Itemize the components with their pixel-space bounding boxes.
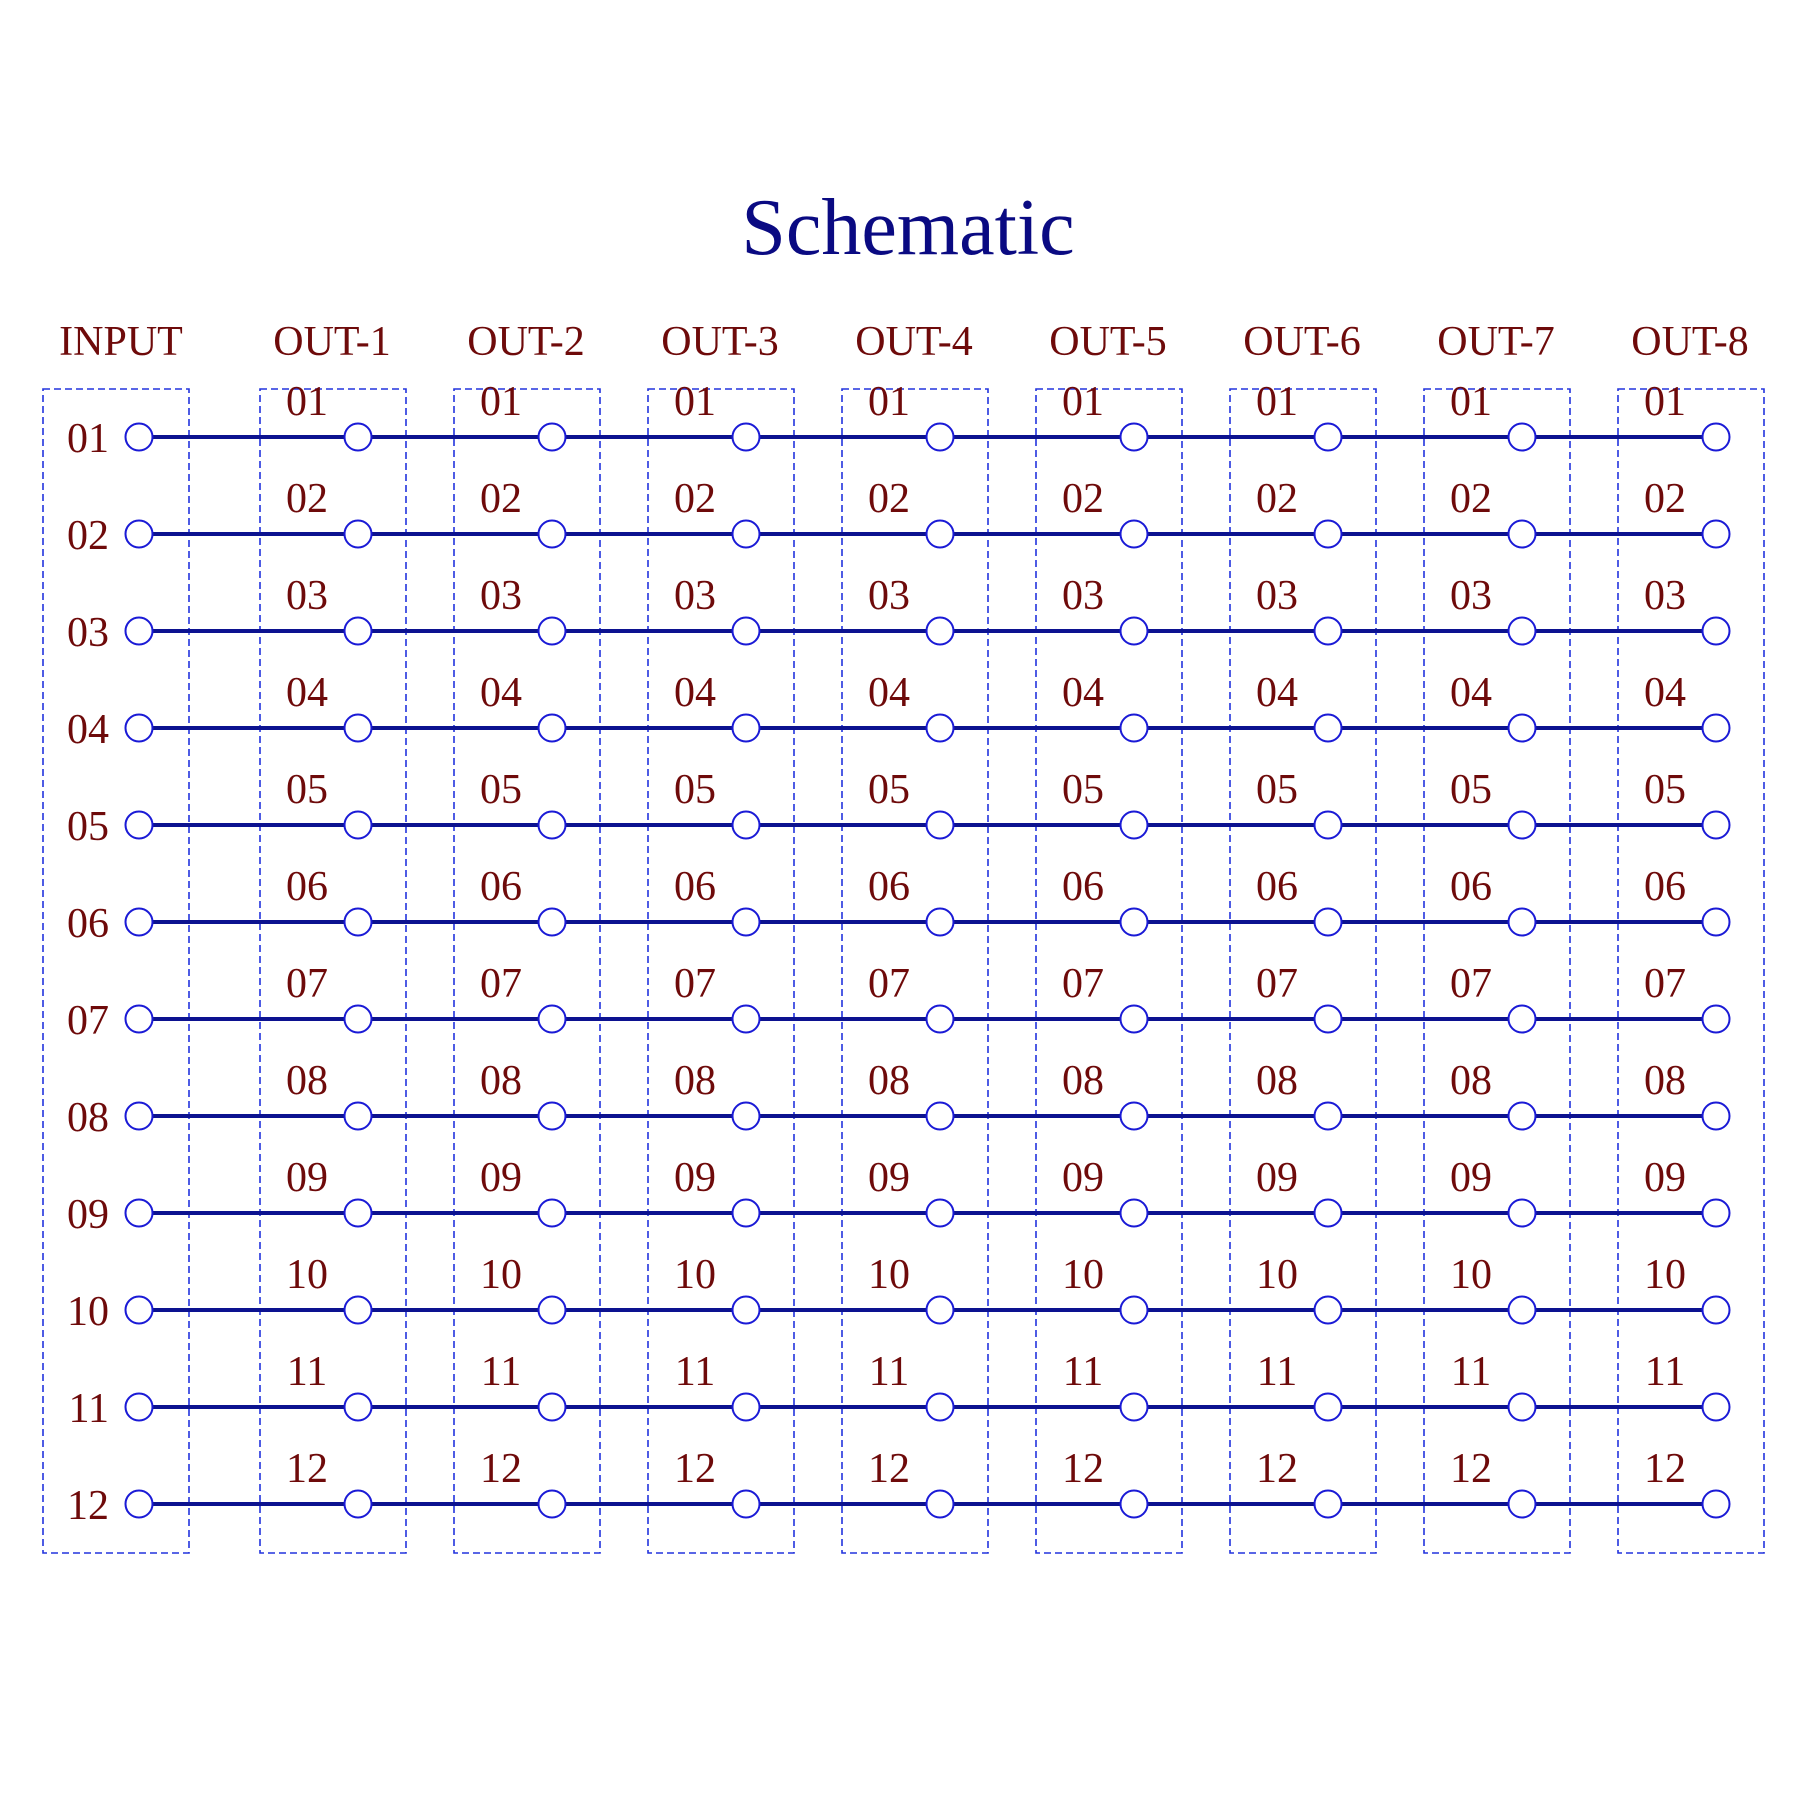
- out4-terminal-09: [927, 1200, 954, 1227]
- output-block-4: [842, 389, 988, 1553]
- out1-terminal-12: [345, 1491, 372, 1518]
- out1-terminal-06: [345, 909, 372, 936]
- input-terminal-11: [126, 1394, 153, 1421]
- output-header-7: OUT-7: [1437, 319, 1555, 365]
- out1-terminal-01: [345, 424, 372, 451]
- input-pin-label-09: 09: [67, 1192, 109, 1238]
- input-pin-label-03: 03: [67, 610, 109, 656]
- out5-pin-label-10: 10: [1062, 1252, 1104, 1298]
- input-pin-label-12: 12: [67, 1483, 109, 1529]
- out3-terminal-04: [733, 715, 760, 742]
- out6-pin-label-03: 03: [1256, 573, 1298, 619]
- out5-terminal-05: [1121, 812, 1148, 839]
- out7-terminal-02: [1509, 521, 1536, 548]
- out7-pin-label-09: 09: [1450, 1155, 1492, 1201]
- out8-pin-label-12: 12: [1644, 1446, 1686, 1492]
- out7-terminal-01: [1509, 424, 1536, 451]
- out8-terminal-04: [1703, 715, 1730, 742]
- out3-pin-label-06: 06: [674, 864, 716, 910]
- out2-terminal-11: [539, 1394, 566, 1421]
- out5-pin-label-06: 06: [1062, 864, 1104, 910]
- out1-terminal-11: [345, 1394, 372, 1421]
- out8-pin-label-01: 01: [1644, 379, 1686, 425]
- output-header-8: OUT-8: [1631, 319, 1749, 365]
- out1-pin-label-11: 11: [286, 1349, 328, 1395]
- out4-pin-label-05: 05: [868, 767, 910, 813]
- out6-pin-label-01: 01: [1256, 379, 1298, 425]
- out8-pin-label-03: 03: [1644, 573, 1686, 619]
- out3-pin-label-12: 12: [674, 1446, 716, 1492]
- out2-pin-label-05: 05: [480, 767, 522, 813]
- out5-terminal-02: [1121, 521, 1148, 548]
- out4-terminal-12: [927, 1491, 954, 1518]
- out3-terminal-01: [733, 424, 760, 451]
- out2-pin-label-11: 11: [480, 1349, 522, 1395]
- out6-terminal-12: [1315, 1491, 1342, 1518]
- out1-pin-label-07: 07: [286, 961, 328, 1007]
- out4-terminal-06: [927, 909, 954, 936]
- out2-terminal-08: [539, 1103, 566, 1130]
- out5-pin-label-09: 09: [1062, 1155, 1104, 1201]
- out3-terminal-12: [733, 1491, 760, 1518]
- out4-pin-label-04: 04: [868, 670, 910, 716]
- out6-terminal-10: [1315, 1297, 1342, 1324]
- out4-terminal-03: [927, 618, 954, 645]
- out2-pin-label-10: 10: [480, 1252, 522, 1298]
- out5-pin-label-03: 03: [1062, 573, 1104, 619]
- input-terminal-10: [126, 1297, 153, 1324]
- out6-terminal-01: [1315, 424, 1342, 451]
- out7-pin-label-04: 04: [1450, 670, 1492, 716]
- input-terminal-02: [126, 521, 153, 548]
- out8-terminal-10: [1703, 1297, 1730, 1324]
- out8-terminal-11: [1703, 1394, 1730, 1421]
- output-header-5: OUT-5: [1049, 319, 1167, 365]
- out5-terminal-09: [1121, 1200, 1148, 1227]
- out3-pin-label-10: 10: [674, 1252, 716, 1298]
- out5-pin-label-02: 02: [1062, 476, 1104, 522]
- out7-pin-label-05: 05: [1450, 767, 1492, 813]
- input-pin-label-11: 11: [68, 1386, 109, 1432]
- output-header-3: OUT-3: [661, 319, 779, 365]
- input-terminal-08: [126, 1103, 153, 1130]
- out2-pin-label-04: 04: [480, 670, 522, 716]
- out7-pin-label-01: 01: [1450, 379, 1492, 425]
- out1-pin-label-03: 03: [286, 573, 328, 619]
- out5-pin-label-07: 07: [1062, 961, 1104, 1007]
- input-block: [43, 389, 189, 1553]
- out2-terminal-09: [539, 1200, 566, 1227]
- out1-pin-label-05: 05: [286, 767, 328, 813]
- input-terminal-03: [126, 618, 153, 645]
- out3-pin-label-09: 09: [674, 1155, 716, 1201]
- out1-pin-label-04: 04: [286, 670, 328, 716]
- input-pin-label-04: 04: [67, 707, 109, 753]
- out4-pin-label-07: 07: [868, 961, 910, 1007]
- out5-pin-label-01: 01: [1062, 379, 1104, 425]
- out2-terminal-01: [539, 424, 566, 451]
- out1-terminal-04: [345, 715, 372, 742]
- out4-pin-label-12: 12: [868, 1446, 910, 1492]
- out8-terminal-03: [1703, 618, 1730, 645]
- output-block-2: [454, 389, 600, 1553]
- out3-pin-label-07: 07: [674, 961, 716, 1007]
- out4-pin-label-02: 02: [868, 476, 910, 522]
- output-block-7: [1424, 389, 1570, 1553]
- output-block-5: [1036, 389, 1182, 1553]
- out1-terminal-02: [345, 521, 372, 548]
- out2-terminal-10: [539, 1297, 566, 1324]
- out5-terminal-04: [1121, 715, 1148, 742]
- out3-terminal-05: [733, 812, 760, 839]
- out1-pin-label-12: 12: [286, 1446, 328, 1492]
- out1-pin-label-10: 10: [286, 1252, 328, 1298]
- out6-pin-label-04: 04: [1256, 670, 1298, 716]
- out1-pin-label-08: 08: [286, 1058, 328, 1104]
- out7-terminal-11: [1509, 1394, 1536, 1421]
- out1-pin-label-01: 01: [286, 379, 328, 425]
- out3-terminal-09: [733, 1200, 760, 1227]
- input-terminal-09: [126, 1200, 153, 1227]
- out2-pin-label-01: 01: [480, 379, 522, 425]
- out5-pin-label-05: 05: [1062, 767, 1104, 813]
- out3-pin-label-01: 01: [674, 379, 716, 425]
- out2-pin-label-03: 03: [480, 573, 522, 619]
- input-terminal-07: [126, 1006, 153, 1033]
- out6-terminal-03: [1315, 618, 1342, 645]
- out3-terminal-11: [733, 1394, 760, 1421]
- out5-pin-label-08: 08: [1062, 1058, 1104, 1104]
- out7-terminal-07: [1509, 1006, 1536, 1033]
- out7-pin-label-03: 03: [1450, 573, 1492, 619]
- out6-pin-label-09: 09: [1256, 1155, 1298, 1201]
- input-terminal-06: [126, 909, 153, 936]
- out6-pin-label-11: 11: [1256, 1349, 1298, 1395]
- out5-pin-label-12: 12: [1062, 1446, 1104, 1492]
- out4-pin-label-10: 10: [868, 1252, 910, 1298]
- output-block-8: [1618, 389, 1764, 1553]
- out4-terminal-01: [927, 424, 954, 451]
- out7-terminal-12: [1509, 1491, 1536, 1518]
- out7-pin-label-10: 10: [1450, 1252, 1492, 1298]
- out7-terminal-04: [1509, 715, 1536, 742]
- out6-pin-label-02: 02: [1256, 476, 1298, 522]
- out3-pin-label-05: 05: [674, 767, 716, 813]
- out1-pin-label-02: 02: [286, 476, 328, 522]
- out6-pin-label-07: 07: [1256, 961, 1298, 1007]
- input-pin-label-01: 01: [67, 416, 109, 462]
- out2-terminal-06: [539, 909, 566, 936]
- out7-pin-label-12: 12: [1450, 1446, 1492, 1492]
- out5-pin-label-04: 04: [1062, 670, 1104, 716]
- input-pin-label-05: 05: [67, 804, 109, 850]
- out4-pin-label-06: 06: [868, 864, 910, 910]
- out3-pin-label-03: 03: [674, 573, 716, 619]
- out6-pin-label-12: 12: [1256, 1446, 1298, 1492]
- output-header-6: OUT-6: [1243, 319, 1361, 365]
- output-block-3: [648, 389, 794, 1553]
- out2-pin-label-02: 02: [480, 476, 522, 522]
- out5-terminal-01: [1121, 424, 1148, 451]
- out3-pin-label-11: 11: [674, 1349, 716, 1395]
- out4-terminal-04: [927, 715, 954, 742]
- out4-terminal-08: [927, 1103, 954, 1130]
- out2-pin-label-12: 12: [480, 1446, 522, 1492]
- out8-terminal-05: [1703, 812, 1730, 839]
- out6-pin-label-06: 06: [1256, 864, 1298, 910]
- output-header-2: OUT-2: [467, 319, 585, 365]
- out7-terminal-05: [1509, 812, 1536, 839]
- out7-terminal-08: [1509, 1103, 1536, 1130]
- out5-terminal-11: [1121, 1394, 1148, 1421]
- output-block-6: [1230, 389, 1376, 1553]
- out3-terminal-03: [733, 618, 760, 645]
- out6-pin-label-05: 05: [1256, 767, 1298, 813]
- out2-terminal-05: [539, 812, 566, 839]
- out6-terminal-11: [1315, 1394, 1342, 1421]
- out3-terminal-08: [733, 1103, 760, 1130]
- out7-terminal-09: [1509, 1200, 1536, 1227]
- output-header-4: OUT-4: [855, 319, 973, 365]
- out4-pin-label-03: 03: [868, 573, 910, 619]
- input-terminal-05: [126, 812, 153, 839]
- out7-terminal-06: [1509, 909, 1536, 936]
- out6-pin-label-10: 10: [1256, 1252, 1298, 1298]
- out2-terminal-03: [539, 618, 566, 645]
- out8-pin-label-06: 06: [1644, 864, 1686, 910]
- out1-terminal-10: [345, 1297, 372, 1324]
- out8-terminal-12: [1703, 1491, 1730, 1518]
- out6-terminal-04: [1315, 715, 1342, 742]
- output-block-1: [260, 389, 406, 1553]
- out4-pin-label-09: 09: [868, 1155, 910, 1201]
- out5-terminal-08: [1121, 1103, 1148, 1130]
- out3-pin-label-04: 04: [674, 670, 716, 716]
- input-pin-label-07: 07: [67, 998, 109, 1044]
- out7-pin-label-07: 07: [1450, 961, 1492, 1007]
- out1-pin-label-09: 09: [286, 1155, 328, 1201]
- input-terminal-04: [126, 715, 153, 742]
- out5-terminal-03: [1121, 618, 1148, 645]
- out3-pin-label-02: 02: [674, 476, 716, 522]
- input-pin-label-06: 06: [67, 901, 109, 947]
- out2-pin-label-08: 08: [480, 1058, 522, 1104]
- out3-terminal-10: [733, 1297, 760, 1324]
- out4-pin-label-11: 11: [868, 1349, 910, 1395]
- out4-terminal-05: [927, 812, 954, 839]
- out8-pin-label-08: 08: [1644, 1058, 1686, 1104]
- out5-terminal-10: [1121, 1297, 1148, 1324]
- out3-terminal-06: [733, 909, 760, 936]
- out8-pin-label-10: 10: [1644, 1252, 1686, 1298]
- out2-pin-label-09: 09: [480, 1155, 522, 1201]
- out8-terminal-01: [1703, 424, 1730, 451]
- input-terminal-12: [126, 1491, 153, 1518]
- out7-pin-label-02: 02: [1450, 476, 1492, 522]
- out3-pin-label-08: 08: [674, 1058, 716, 1104]
- out6-terminal-08: [1315, 1103, 1342, 1130]
- out4-terminal-07: [927, 1006, 954, 1033]
- out3-terminal-02: [733, 521, 760, 548]
- out4-pin-label-08: 08: [868, 1058, 910, 1104]
- out3-terminal-07: [733, 1006, 760, 1033]
- out6-terminal-09: [1315, 1200, 1342, 1227]
- out8-pin-label-09: 09: [1644, 1155, 1686, 1201]
- out7-pin-label-11: 11: [1450, 1349, 1492, 1395]
- input-header: INPUT: [59, 319, 183, 365]
- out8-terminal-02: [1703, 521, 1730, 548]
- out6-terminal-06: [1315, 909, 1342, 936]
- out1-terminal-09: [345, 1200, 372, 1227]
- out4-terminal-02: [927, 521, 954, 548]
- out2-pin-label-06: 06: [480, 864, 522, 910]
- out6-terminal-07: [1315, 1006, 1342, 1033]
- out8-pin-label-05: 05: [1644, 767, 1686, 813]
- output-header-1: OUT-1: [273, 319, 391, 365]
- out7-pin-label-08: 08: [1450, 1058, 1492, 1104]
- out4-terminal-10: [927, 1297, 954, 1324]
- out8-pin-label-02: 02: [1644, 476, 1686, 522]
- out8-pin-label-11: 11: [1644, 1349, 1686, 1395]
- out2-terminal-12: [539, 1491, 566, 1518]
- out1-terminal-05: [345, 812, 372, 839]
- input-pin-label-10: 10: [67, 1289, 109, 1335]
- out2-pin-label-07: 07: [480, 961, 522, 1007]
- out8-terminal-06: [1703, 909, 1730, 936]
- out8-terminal-09: [1703, 1200, 1730, 1227]
- out1-terminal-08: [345, 1103, 372, 1130]
- out6-pin-label-08: 08: [1256, 1058, 1298, 1104]
- out2-terminal-04: [539, 715, 566, 742]
- out6-terminal-02: [1315, 521, 1342, 548]
- out4-terminal-11: [927, 1394, 954, 1421]
- input-pin-label-02: 02: [67, 513, 109, 559]
- out5-terminal-06: [1121, 909, 1148, 936]
- out7-terminal-03: [1509, 618, 1536, 645]
- out2-terminal-07: [539, 1006, 566, 1033]
- out7-terminal-10: [1509, 1297, 1536, 1324]
- out5-pin-label-11: 11: [1062, 1349, 1104, 1395]
- out8-terminal-07: [1703, 1006, 1730, 1033]
- out2-terminal-02: [539, 521, 566, 548]
- diagram-title: Schematic: [741, 184, 1075, 272]
- out5-terminal-12: [1121, 1491, 1148, 1518]
- out1-terminal-07: [345, 1006, 372, 1033]
- input-pin-label-08: 08: [67, 1095, 109, 1141]
- out5-terminal-07: [1121, 1006, 1148, 1033]
- out8-pin-label-04: 04: [1644, 670, 1686, 716]
- out8-pin-label-07: 07: [1644, 961, 1686, 1007]
- out8-terminal-08: [1703, 1103, 1730, 1130]
- out7-pin-label-06: 06: [1450, 864, 1492, 910]
- out1-terminal-03: [345, 618, 372, 645]
- out1-pin-label-06: 06: [286, 864, 328, 910]
- input-terminal-01: [126, 424, 153, 451]
- out6-terminal-05: [1315, 812, 1342, 839]
- out4-pin-label-01: 01: [868, 379, 910, 425]
